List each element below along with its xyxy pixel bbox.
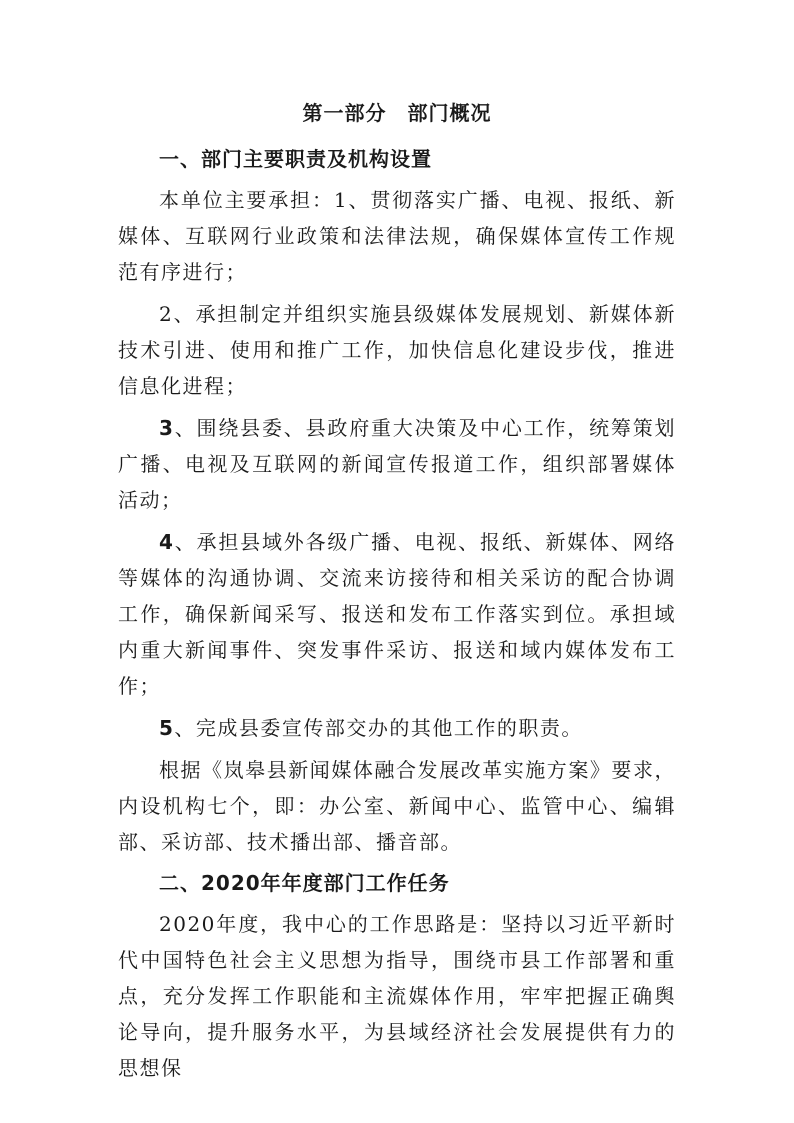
document-title: 第一部分 部门概况 (302, 101, 492, 125)
item-text-5: 、完成县委宣传部交办的其他工作的职责。 (174, 716, 583, 740)
section1-paragraph-5 (118, 710, 676, 746)
item-number-5: 5 (159, 716, 175, 740)
section1-paragraph-3 (118, 410, 676, 518)
section2-paragraph-1: 2020年度，我中心的工作思路是：坚持以习近平新时代中国特色社会主义思想为指导，围绕市县工作部署和重点，充分发挥工作职能和主流媒体作用，牢牢把握正确舆论导向，提升服务水平，为县域经济社会发展提供有力的思想保 (118, 912, 676, 1080)
section1-paragraph-4 (118, 524, 676, 704)
section1-paragraph-1: 本单位主要承担：1、贯彻落实广播、电视、报纸、新媒体、互联网行业政策和法律法规，确保媒体宣传工作规范有序进行； (118, 188, 676, 284)
item-text-3: 、围绕县委、县政府重大决策及中心工作，统筹策划广播、电视及互联网的新闻宣传报道工作，组织部署媒体活动； (118, 416, 676, 512)
section1-paragraph-2: 2、承担制定并组织实施县级媒体发展规划、新媒体新技术引进、使用和推广工作，加快信息化建设步伐，推进信息化进程； (118, 302, 676, 398)
item-number-3: 3 (159, 416, 175, 440)
section1-heading: 一、部门主要职责及机构设置 (159, 147, 432, 171)
item-text-4: 、承担县域外各级广播、电视、报纸、新媒体、网络等媒体的沟通协调、交流来访接待和相关采访的配合协调工作，确保新闻采写、报送和发布工作落实到位。承担域内重大新闻事件、突发事件采访、报送和域内媒体发布工作； (118, 530, 676, 698)
section1-paragraph-6: 根据《岚皋县新闻媒体融合发展改革实施方案》要求，内设机构七个，即：办公室、新闻中心、监管中心、编辑部、采访部、技术播出部、播音部。 (118, 758, 676, 854)
item-number-4: 4 (159, 530, 175, 554)
section2-heading: 二、2020年年度部门工作任务 (159, 871, 450, 895)
